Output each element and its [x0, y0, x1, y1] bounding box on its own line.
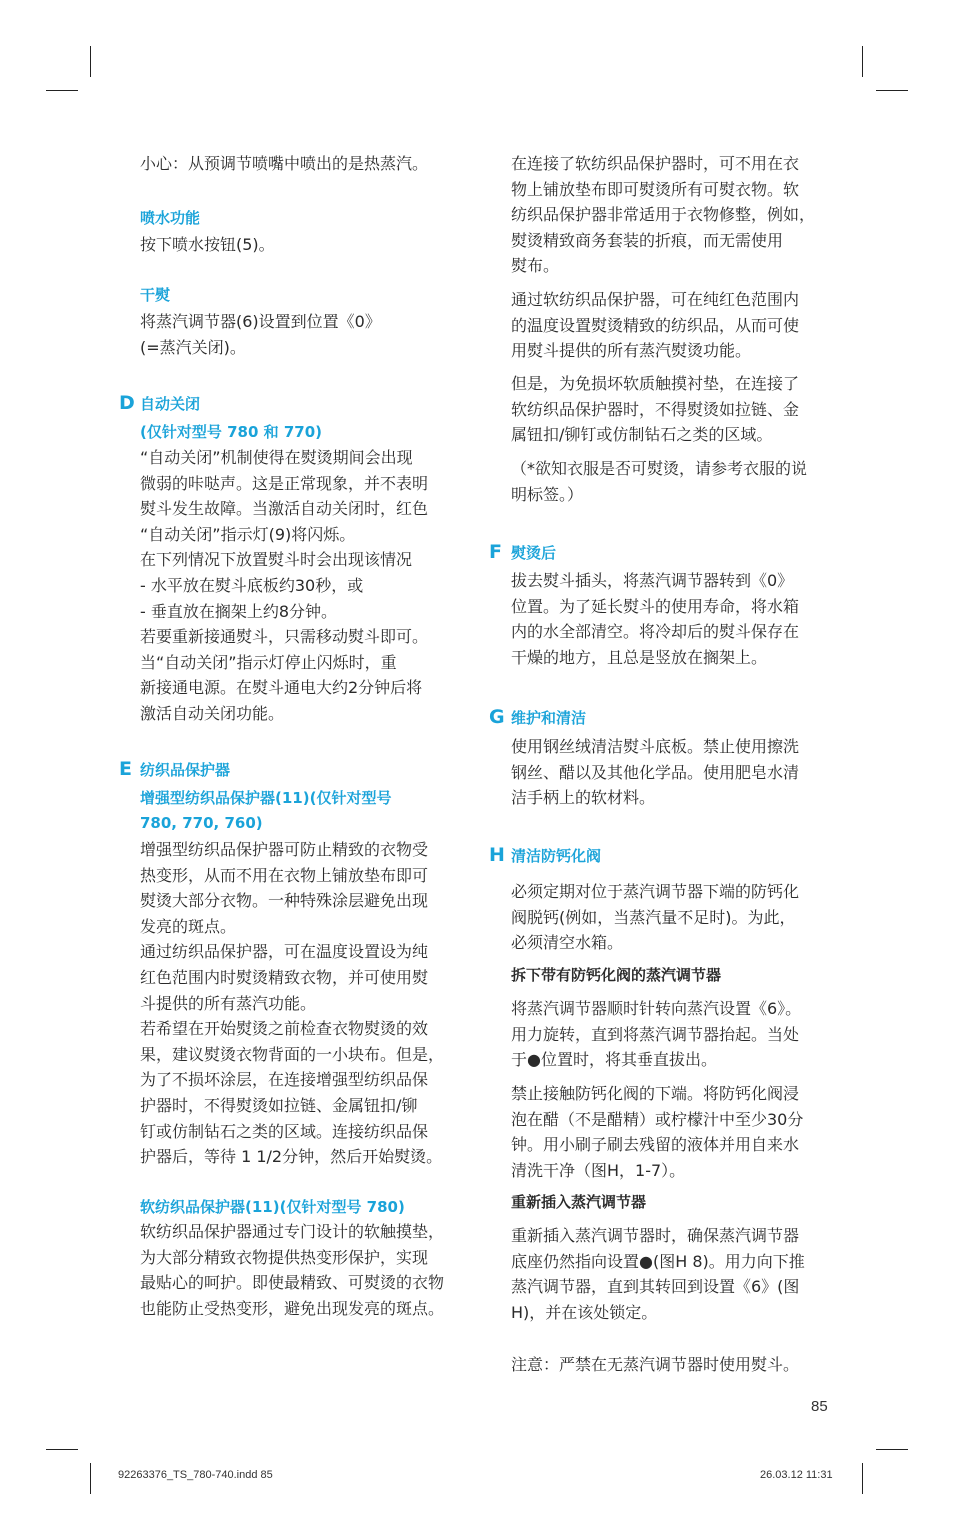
text-line: 蒸汽调节器，直到其转回到设置《6》(图 — [511, 1277, 800, 1297]
crop-mark — [46, 1449, 78, 1450]
left-column — [140, 0, 470, 1400]
text-line: 洁手柄上的软材料。 — [511, 788, 656, 808]
text-line: 泡在醋（不是醋精）或柠檬汁中至少30分 — [511, 1109, 804, 1129]
text-line: 明标签。） — [511, 484, 584, 504]
text-line: 熨布。 — [511, 256, 560, 276]
text-line: 钢丝、醋以及其他化学品。使用肥皂水清 — [511, 762, 800, 782]
text-line: 必须清空水箱。 — [511, 933, 624, 953]
right-column — [511, 0, 841, 1400]
section-e-body — [140, 837, 470, 1170]
remove-regulator-title: 拆下带有防钙化阀的蒸汽调节器 — [511, 966, 722, 984]
section-g-body — [511, 734, 841, 811]
text-line: 拔去熨斗插头，将蒸汽调节器转到《0》 — [511, 571, 794, 590]
text-line: 禁止接触防钙化阀的下端。将防钙化阀浸 — [511, 1084, 800, 1103]
text-line: 钟。用小刷子刷去残留的液体并用自来水 — [511, 1135, 800, 1155]
dry-line: 将蒸汽调节器(6)设置到位置《0》 — [140, 312, 381, 331]
text-line: 红色范围内时熨烫精致衣物，并可使用熨 — [140, 967, 429, 987]
page-number: 85 — [811, 1398, 828, 1415]
remove-regulator-body — [511, 996, 841, 1073]
caution-text: 小心：从预调节喷嘴中喷出的是热蒸汽。 — [140, 154, 429, 173]
text-line: 使用钢丝绒清洁熨斗底板。禁止使用擦洗 — [511, 737, 800, 756]
text-line: 微弱的咔哒声。这是正常现象，并不表明 — [140, 473, 429, 493]
soak-valve-body — [511, 1081, 841, 1183]
text-line: 的温度设置熨烫精致的纺织品，从而可使 — [511, 315, 800, 335]
text-line: 纺织品保护器非常适用于衣物修整，例如， — [511, 205, 816, 225]
text-line: 但是，为免损坏软质触摸衬垫，在连接了 — [511, 374, 800, 393]
text-line: 斗提供的所有蒸汽功能。 — [140, 993, 317, 1013]
crop-mark — [876, 1449, 908, 1450]
section-d-subtitle: (仅针对型号 780 和 770) — [140, 423, 323, 441]
soft-protector-para — [511, 287, 841, 364]
text-line: 属钮扣/铆钉或仿制钻石之类的区域。 — [511, 425, 773, 445]
note-para — [511, 456, 841, 507]
text-line: 在连接了软纺织品保护器时，可不用在衣 — [511, 154, 800, 173]
section-h-intro — [511, 879, 841, 956]
footer-date: 26.03.12 11:31 — [760, 1469, 833, 1481]
text-line: 必须定期对位于蒸汽调节器下端的防钙化 — [511, 882, 800, 901]
section-letter-f: F — [489, 541, 502, 563]
text-line: 熨斗发生故障。当激活自动关闭时，红色 — [140, 499, 429, 519]
text-line: 为了不损坏涂层，在连接增强型纺织品保 — [140, 1070, 429, 1090]
text-line: 最贴心的呵护。即使最精致、可熨烫的衣物 — [140, 1273, 445, 1293]
dry-title: 干熨 — [140, 286, 171, 304]
text-line: 发亮的斑点。 — [140, 916, 237, 936]
text-line: 重新插入蒸汽调节器时，确保蒸汽调节器 — [511, 1226, 800, 1245]
text-line: 增强型纺织品保护器可防止精致的衣物受 — [140, 840, 429, 859]
section-e-subtitle: 增强型纺织品保护器(11)(仅针对型号 — [140, 789, 392, 807]
section-f-body — [511, 568, 841, 670]
text-line: 将蒸汽调节器顺时针转向蒸汽设置《6》。 — [511, 999, 802, 1018]
text-line: “自动关闭”指示灯(9)将闪烁。 — [140, 524, 356, 544]
warning-text: 注意：严禁在无蒸汽调节器时使用熨斗。 — [511, 1355, 800, 1374]
text-line: 物上铺放垫布即可熨烫所有可熨衣物。软 — [511, 179, 800, 199]
section-letter-d: D — [119, 392, 135, 414]
text-line: 护器后，等待 1 1/2分钟，然后开始熨烫。 — [140, 1147, 443, 1167]
text-line: - 水平放在熨斗底板约30秒，或 — [140, 575, 364, 595]
text-line: 于●位置时，将其垂直拔出。 — [511, 1050, 717, 1070]
crop-mark — [876, 90, 908, 91]
crop-mark — [46, 90, 78, 91]
spray-title: 喷水功能 — [140, 209, 201, 227]
section-h-title: 清洁防钙化阀 — [511, 847, 602, 865]
text-line: 钉或仿制钻石之类的区域。连接纺织品保 — [140, 1121, 429, 1141]
text-line: 清洗干净（图H，1-7）。 — [511, 1160, 686, 1180]
text-line: 激活自动关闭功能。 — [140, 703, 285, 723]
reinsert-regulator-title: 重新插入蒸汽调节器 — [511, 1193, 647, 1211]
text-line: 通过软纺织品保护器，可在纯红色范围内 — [511, 290, 800, 309]
section-e-title: 纺织品保护器 — [140, 761, 231, 779]
text-line: 软纺织品保护器时，不得熨烫如拉链、金 — [511, 399, 800, 419]
text-line: 底座仍然指向设置●(图H 8)。用力向下推 — [511, 1251, 805, 1271]
text-line: 内的水全部清空。将冷却后的熨斗保存在 — [511, 622, 800, 642]
crop-mark — [90, 1463, 91, 1494]
section-letter-e: E — [119, 758, 132, 780]
text-line: 用力旋转，直到将蒸汽调节器抬起。当处 — [511, 1024, 800, 1044]
dry-line: (=蒸汽关闭)。 — [140, 338, 246, 357]
soft-protector-body — [140, 1219, 470, 1321]
section-g-title: 维护和清洁 — [511, 709, 587, 727]
text-line: 位置。为了延长熨斗的使用寿命，将水箱 — [511, 596, 800, 616]
text-line: 新接通电源。在熨斗通电大约2分钟后将 — [140, 678, 423, 698]
text-line: 为大部分精致衣物提供热变形保护，实现 — [140, 1247, 429, 1267]
text-line: 热变形，从而不用在衣物上铺放垫布即可 — [140, 865, 429, 885]
crop-mark — [862, 1463, 863, 1494]
text-line: 护器时，不得熨烫如拉链、金属钮扣/铆 — [140, 1095, 418, 1115]
text-line: 阀脱钙(例如，当蒸汽量不足时)。为此， — [511, 907, 796, 927]
text-line: 通过纺织品保护器，可在温度设置设为纯 — [140, 942, 429, 962]
text-line: 熨烫精致商务套装的折痕，而无需使用 — [511, 230, 784, 250]
text-line: 用熨斗提供的所有蒸汽熨烫功能。 — [511, 341, 752, 361]
crop-mark — [862, 46, 863, 77]
reinsert-regulator-body — [511, 1223, 841, 1325]
text-line: 干燥的地方，且总是竖放在搁架上。 — [511, 647, 768, 667]
text-line: H)，并在该处锁定。 — [511, 1302, 658, 1322]
text-line: 软纺织品保护器通过专门设计的软触摸垫， — [140, 1222, 445, 1241]
text-line: 在下列情况下放置熨斗时会出现该情况 — [140, 550, 413, 570]
soft-protector-title: 软纺织品保护器(11)(仅针对型号 780) — [140, 1198, 405, 1216]
section-d-title: 自动关闭 — [140, 395, 201, 413]
text-line: 若希望在开始熨烫之前检查衣物熨烫的效 — [140, 1019, 429, 1039]
text-line: 果，建议熨烫衣物背面的一小块布。但是， — [140, 1044, 445, 1064]
text-line: 若要重新接通熨斗，只需移动熨斗即可。 — [140, 627, 429, 647]
text-line: - 垂直放在搁架上约8分钟。 — [140, 601, 338, 621]
section-letter-g: G — [489, 706, 505, 728]
spray-body: 按下喷水按钮(5)。 — [140, 235, 275, 254]
section-f-title: 熨烫后 — [511, 544, 557, 562]
soft-protector-para — [511, 371, 841, 448]
section-e-subtitle: 780, 770, 760) — [140, 814, 263, 832]
text-line: “自动关闭”机制使得在熨烫期间会出现 — [140, 448, 413, 467]
text-line: 当“自动关闭”指示灯停止闪烁时，重 — [140, 652, 397, 672]
text-line: （*欲知衣服是否可熨烫，请参考衣服的说 — [511, 459, 808, 478]
soft-protector-para — [511, 151, 841, 279]
crop-mark — [90, 46, 91, 77]
text-line: 也能防止受热变形，避免出现发亮的斑点。 — [140, 1298, 445, 1318]
section-letter-h: H — [489, 844, 505, 866]
text-line: 熨烫大部分衣物。一种特殊涂层避免出现 — [140, 891, 429, 911]
footer-file: 92263376_TS_780-740.indd 85 — [118, 1469, 273, 1481]
section-d-body — [140, 445, 470, 727]
